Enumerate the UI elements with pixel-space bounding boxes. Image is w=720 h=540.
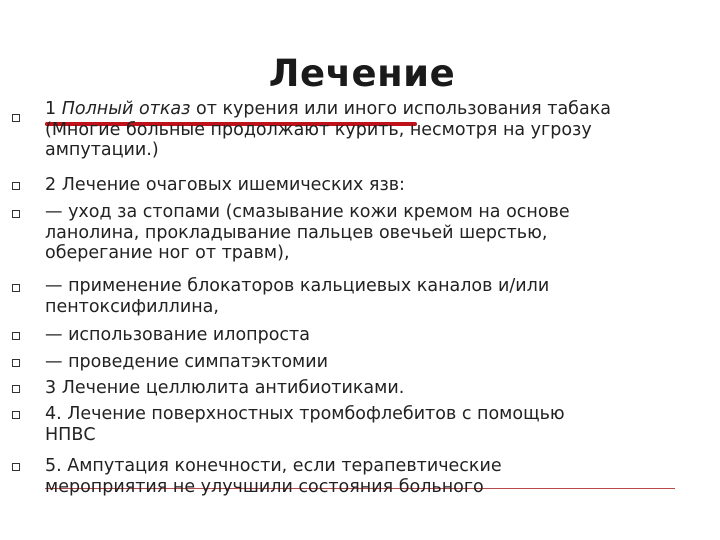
bullet-square-icon xyxy=(12,182,20,190)
list-item xyxy=(45,352,720,373)
list-item xyxy=(45,325,720,346)
slide-title: Лечение xyxy=(268,52,456,95)
list-item xyxy=(45,99,720,161)
list-item-line: — использование илопроста xyxy=(45,325,310,345)
bullet-square-icon xyxy=(12,114,20,122)
list-item xyxy=(45,378,720,399)
bullet-square-icon xyxy=(12,332,20,340)
list-item xyxy=(45,276,720,317)
bullet-square-icon xyxy=(12,411,20,419)
list-item-line: пентоксифиллина, xyxy=(45,296,219,317)
bullet-square-icon xyxy=(12,210,20,218)
list-item-line: (Многие больные продолжают курить, несмотря на угрозу xyxy=(45,119,592,140)
list-item-line: — уход за стопами (смазывание кожи кремом на основе xyxy=(45,202,570,222)
italic-phrase: Полный отказ xyxy=(61,99,191,119)
bullet-square-icon xyxy=(12,284,20,292)
list-item-line: 2 Лечение очаговых ишемических язв: xyxy=(45,175,405,195)
bullet-square-icon xyxy=(12,385,20,393)
item-text: от курения или иного использования табака xyxy=(190,99,611,119)
list-item xyxy=(45,456,720,497)
list-item-line: — проведение симпатэктомии xyxy=(45,352,328,372)
list-item-line: мероприятия не улучшили состояния больного xyxy=(45,476,484,497)
list-item xyxy=(45,404,720,445)
list-item xyxy=(45,175,720,196)
list-item-line: 3 Лечение целлюлита антибиотиками. xyxy=(45,378,405,398)
list-item xyxy=(45,202,720,264)
item-number: 1 xyxy=(45,99,62,119)
list-item-line: НПВС xyxy=(45,424,96,445)
list-item-line: — применение блокаторов кальциевых каналов и/или xyxy=(45,276,550,296)
list-item-line: ланолина, прокладывание пальцев овечьей шерстью, xyxy=(45,222,548,243)
list-item-line: 4. Лечение поверхностных тромбофлебитов с помощью xyxy=(45,404,565,424)
list-item-line xyxy=(45,99,720,120)
list-item-line: 5. Ампутация конечности, если терапевтические xyxy=(45,456,502,476)
list-item-line: оберегание ног от травм), xyxy=(45,243,290,263)
bullet-square-icon xyxy=(12,463,20,471)
bullet-square-icon xyxy=(12,359,20,367)
list-item-line: ампутации.) xyxy=(45,140,159,160)
